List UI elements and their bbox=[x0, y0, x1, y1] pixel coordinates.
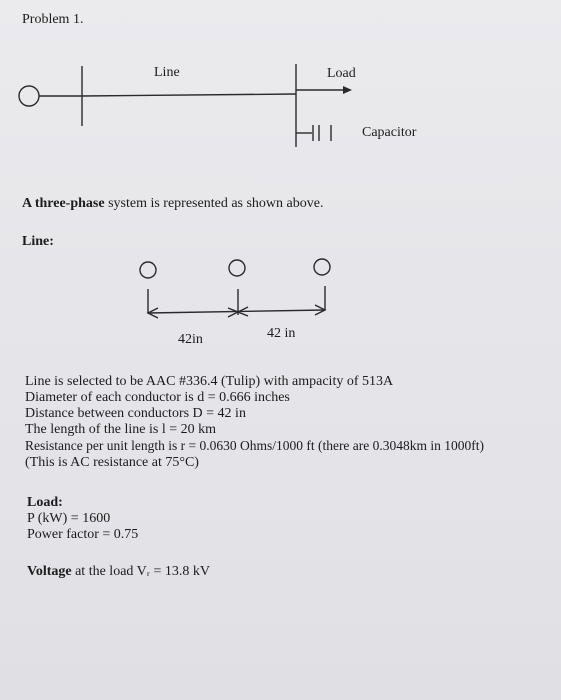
intro-bold: A three-phase bbox=[22, 196, 105, 211]
line-heading: Line: bbox=[22, 234, 54, 249]
load-power-factor: Power factor = 0.75 bbox=[27, 527, 139, 542]
voltage-rest: at the load Vᵣ = 13.8 kV bbox=[75, 564, 210, 579]
voltage-bold: Voltage bbox=[27, 564, 72, 579]
spacing-label-right: 42 in bbox=[267, 326, 296, 341]
arrowhead-mid-left-icon bbox=[228, 308, 238, 317]
line-spec: Line is selected to be AAC #336.4 (Tulip) with ampacity of 513A bbox=[25, 374, 394, 389]
intro-rest: system is represented as shown above. bbox=[108, 196, 324, 211]
load-power: P (kW) = 1600 bbox=[27, 511, 111, 526]
source-node bbox=[19, 86, 39, 106]
spacing-label-left: 42in bbox=[178, 332, 203, 347]
load-heading: Load: bbox=[27, 495, 63, 510]
capacitor-label: Capacitor bbox=[362, 125, 417, 140]
transmission-line bbox=[82, 94, 296, 96]
load-arrow-icon bbox=[343, 86, 352, 94]
intro-sentence bbox=[22, 196, 323, 212]
line-spec: Resistance per unit length is r = 0.0630 Ohms/1000 ft (there are 0.3048km in 1000ft) bbox=[25, 438, 485, 453]
conductor-b bbox=[229, 260, 245, 276]
line-spec: Diameter of each conductor is d = 0.666 inches bbox=[25, 390, 290, 405]
line-spec: Distance between conductors D = 42 in bbox=[25, 406, 246, 421]
line-spec: The length of the line is l = 20 km bbox=[25, 422, 217, 437]
conductor-c bbox=[314, 259, 330, 275]
load-label: Load bbox=[327, 66, 356, 81]
problem-title: Problem 1. bbox=[22, 12, 84, 27]
voltage-at-load bbox=[27, 564, 210, 580]
line-label: Line bbox=[154, 65, 180, 80]
line-spec: (This is AC resistance at 75°C) bbox=[25, 455, 199, 470]
conductor-a bbox=[140, 262, 156, 278]
